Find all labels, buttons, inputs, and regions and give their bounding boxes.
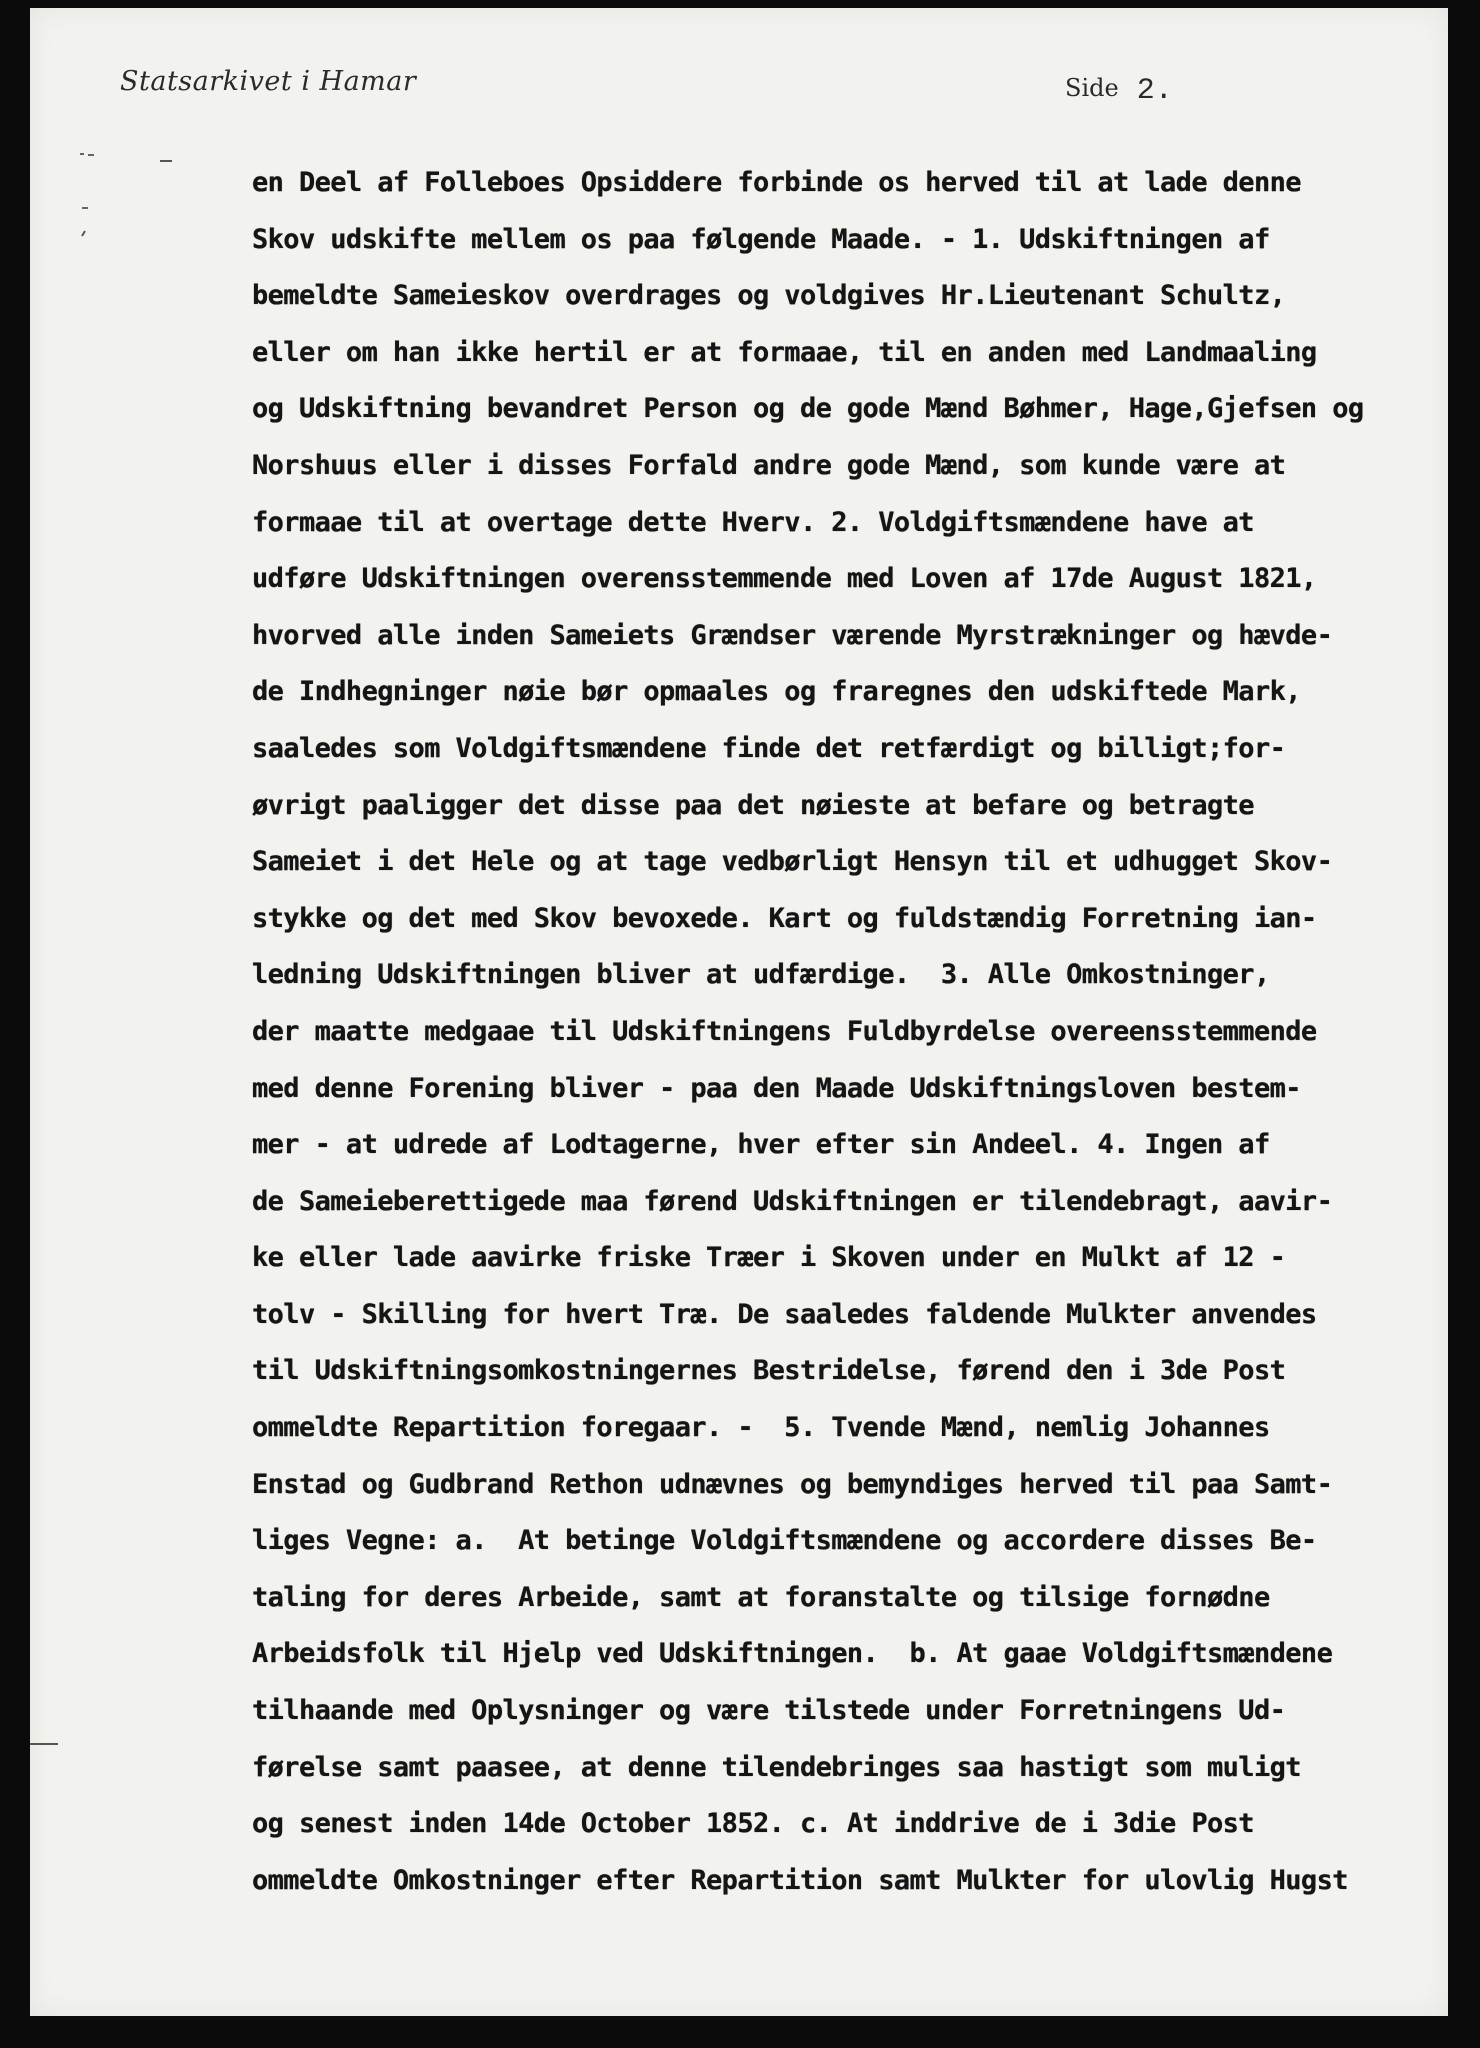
text-line: liges Vegne: a. At betinge Voldgiftsmændene og accordere disses Be- <box>252 1525 1317 1557</box>
text-line: stykke og det med Skov bevoxede. Kart og fuldstændig Forretning ian- <box>252 902 1317 934</box>
text-line: bemeldte Sameieskov overdrages og voldgives Hr.Lieutenant Schultz, <box>252 280 1286 312</box>
text-line: taling for deres Arbeide, samt at foranstalte og tilsige fornødne <box>252 1581 1270 1613</box>
text-line: Norshuus eller i disses Forfald andre gode Mænd, som kunde være at <box>252 449 1286 481</box>
text-line: udføre Udskiftningen overensstemmende med Loven af 17de August 1821, <box>252 563 1317 595</box>
page-number: 2. <box>1136 74 1173 108</box>
text-line: og Udskiftning bevandret Person og de gode Mænd Bøhmer, Hage,Gjefsen og <box>252 393 1364 425</box>
text-line: ommeldte Omkostninger efter Repartition samt Mulkter for ulovlig Hugst <box>252 1864 1348 1896</box>
text-line: mer - at udrede af Lodtagerne, hver efter sin Andeel. 4. Ingen af <box>252 1129 1270 1161</box>
text-line: ledning Udskiftningen bliver at udfærdige. 3. Alle Omkostninger, <box>252 959 1270 991</box>
text-line: Enstad og Gudbrand Rethon udnævnes og bemyndiges herved til paa Samt- <box>252 1468 1333 1500</box>
text-line: Sameiet i det Hele og at tage vedbørligt Hensyn til et udhugget Skov- <box>252 846 1333 878</box>
text-line: hvorved alle inden Sameiets Grændser værende Myrstrækninger og hævde- <box>252 619 1333 651</box>
margin-rule <box>30 1743 58 1745</box>
text-line: en Deel af Folleboes Opsiddere forbinde os herved til at lade denne <box>252 167 1301 198</box>
text-line: tilhaande med Oplysninger og være tilstede under Forretningens Ud- <box>252 1695 1286 1727</box>
text-line: formaae til at overtage dette Hverv. 2. Voldgiftsmændene have at <box>252 506 1254 538</box>
text-line: ommeldte Repartition foregaar. - 5. Tvende Mænd, nemlig Johannes <box>252 1412 1270 1444</box>
archive-header: Statsarkivet i Hamar <box>120 66 417 97</box>
text-line: Arbeidsfolk til Hjelp ved Udskiftningen. b. At gaae Voldgiftsmændene <box>252 1638 1333 1670</box>
text-line: til Udskiftningsomkostningernes Bestridelse, førend den i 3de Post <box>252 1355 1286 1387</box>
text-line: førelse samt paasee, at denne tilendebringes saa hastigt som muligt <box>252 1751 1301 1783</box>
margin-marks <box>80 146 180 246</box>
text-line: øvrigt paaligger det disse paa det nøieste at befare og betragte <box>252 789 1254 821</box>
text-line: der maatte medgaae til Udskiftningens Fuldbyrdelse overeensstemmende <box>252 1015 1317 1047</box>
text-line: saaledes som Voldgiftsmændene finde det retfærdigt og billigt;for- <box>252 732 1286 764</box>
text-line: de Indhegninger nøie bør opmaales og fraregnes den udskiftede Mark, <box>252 676 1301 708</box>
text-line: ke eller lade aavirke friske Træer i Skoven under en Mulkt af 12 - <box>252 1242 1286 1274</box>
page-indicator <box>1065 72 1173 106</box>
text-line: de Sameieberettigede maa førend Udskiftningen er tilendebragt, aavir- <box>252 1185 1333 1217</box>
text-line: tolv - Skilling for hvert Træ. De saaledes faldende Mulkter anvendes <box>252 1298 1317 1330</box>
text-line: eller om han ikke hertil er at formaae, til en anden med Landmaaling <box>252 336 1317 368</box>
document-body <box>252 155 1452 1909</box>
text-line: med denne Forening bliver - paa den Maade Udskiftningsloven bestem- <box>252 1072 1301 1104</box>
page-label: Side <box>1065 74 1119 102</box>
text-line: Skov udskifte mellem os paa følgende Maade. - 1. Udskiftningen af <box>252 223 1270 255</box>
text-line: og senest inden 14de October 1852. c. At inddrive de i 3die Post <box>252 1808 1254 1840</box>
